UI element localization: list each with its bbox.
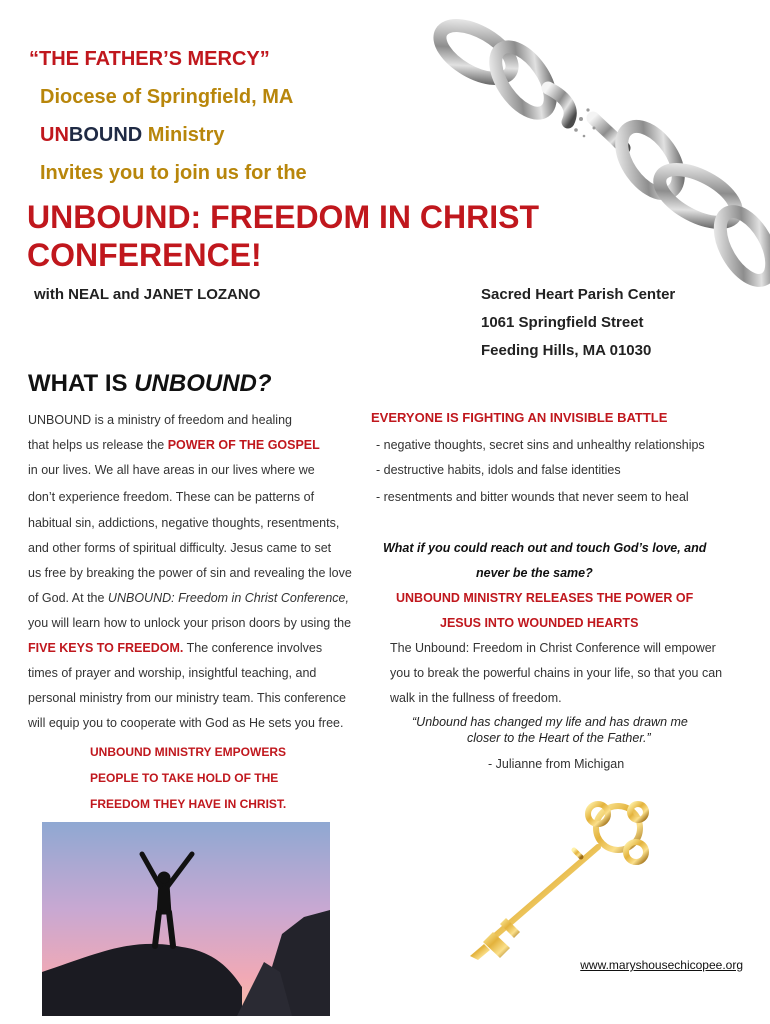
left-line-5: habitual sin, addictions, negative thoughts, resentments, [28, 516, 340, 530]
section-heading-a: WHAT IS [28, 370, 135, 397]
releases-line-1: UNBOUND MINISTRY RELEASES THE POWER OF [396, 591, 694, 605]
venue-name: Sacred Heart Parish Center [481, 286, 676, 303]
title-un: UN [27, 199, 74, 235]
left-line-10b: The conference involves [183, 641, 323, 655]
left-line-13: will equip you to cooperate with God as He sets you free. [28, 716, 344, 730]
left-line-6: and other forms of spiritual difficulty. Jesus came to set [28, 541, 332, 555]
left-line-10 [28, 641, 322, 655]
freedom-silhouette-photo [42, 822, 330, 1016]
section-heading-b: UNBOUND? [134, 370, 272, 397]
left-line-8a: of God. At the [28, 591, 108, 605]
invite-line: Invites you to join us for the [40, 162, 307, 184]
callout-line-2: PEOPLE TO TAKE HOLD OF THE [90, 771, 279, 785]
ministry-un: UN [40, 124, 69, 146]
gospel-highlight: POWER OF THE GOSPEL [167, 438, 320, 452]
testimonial-line-1: “Unbound has changed my life and has drawn me [412, 715, 688, 729]
empower-line-3: walk in the fullness of freedom. [390, 691, 562, 705]
callout-line-3: FREEDOM THEY HAVE IN CHRIST. [90, 797, 287, 811]
title-rest: BOUND: FREEDOM IN CHRIST [73, 199, 539, 235]
speakers-line: with NEAL and JANET LOZANO [34, 286, 261, 303]
section-heading [28, 370, 272, 398]
venue-street: 1061 Springfield Street [481, 314, 644, 331]
testimonial-author: - Julianne from Michigan [488, 757, 625, 771]
left-line-8 [28, 591, 349, 605]
left-line-7: us free by breaking the power of sin and revealing the love [28, 566, 352, 580]
empower-line-2: you to break the powerful chains in your life, so that you can [390, 666, 723, 680]
releases-line-2: JESUS INTO WOUNDED HEARTS [440, 616, 639, 630]
venue-city: Feeding Hills, MA 01030 [481, 342, 652, 359]
battle-item-3: - resentments and bitter wounds that never seem to heal [376, 490, 689, 504]
diocese-name: Diocese of Springfield, MA [40, 86, 294, 108]
question-line-2: never be the same? [476, 566, 593, 580]
conference-title [27, 198, 587, 274]
gold-key-icon [448, 792, 658, 962]
left-line-9: you will learn how to unlock your prison doors by using the [28, 616, 352, 630]
ministry-rest: Ministry [142, 124, 225, 146]
left-line-4: don’t experience freedom. These can be patterns of [28, 490, 315, 504]
ministry-bound: BOUND [68, 124, 143, 146]
callout-line-1: UNBOUND MINISTRY EMPOWERS [90, 745, 287, 759]
battle-item-2: - destructive habits, idols and false identities [376, 463, 621, 477]
ministry-name [40, 124, 224, 147]
left-line-1: UNBOUND is a ministry of freedom and healing [28, 413, 292, 427]
left-line-3: in our lives. We all have areas in our lives where we [28, 463, 315, 477]
left-line-12: personal ministry from our ministry team. This conference [28, 691, 346, 705]
five-keys-highlight: FIVE KEYS TO FREEDOM. [28, 641, 184, 655]
title-line2: CONFERENCE! [27, 237, 262, 273]
left-line-2a: that helps us release the [28, 438, 168, 452]
website-link[interactable]: www.maryshousechicopee.org [580, 958, 743, 972]
left-line-2 [28, 438, 320, 452]
left-line-8b: UNBOUND: Freedom in Christ Conference, [107, 591, 349, 605]
battle-heading: EVERYONE IS FIGHTING AN INVISIBLE BATTLE [371, 410, 668, 425]
battle-item-1: - negative thoughts, secret sins and unhealthy relationships [376, 438, 705, 452]
question-line-1: What if you could reach out and touch God’s love, and [383, 541, 707, 555]
empower-line-1: The Unbound: Freedom in Christ Conference will empower [390, 641, 716, 655]
event-kicker: “THE FATHER’S MERCY” [29, 48, 270, 70]
testimonial-line-2: closer to the Heart of the Father.” [467, 731, 651, 745]
left-line-11: times of prayer and worship, insightful teaching, and [28, 666, 317, 680]
